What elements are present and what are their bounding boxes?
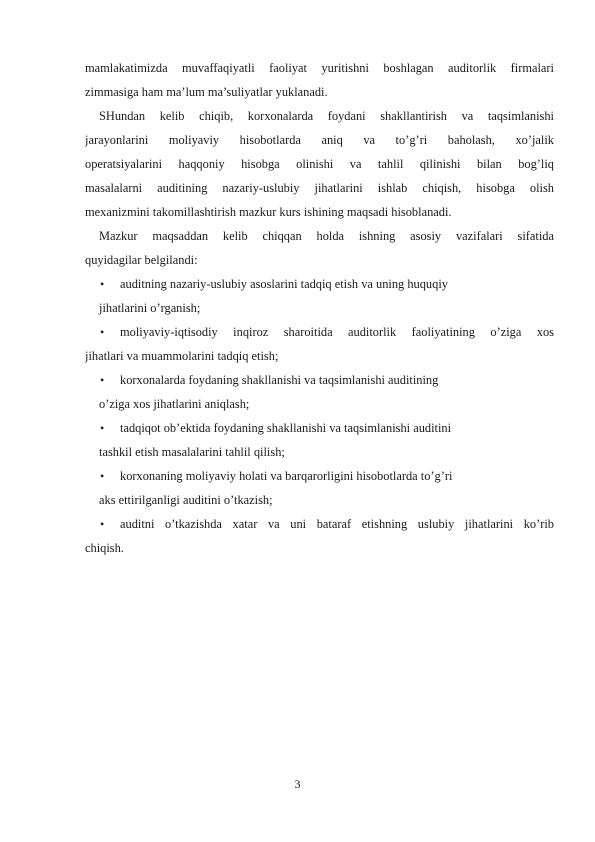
bullet-item xyxy=(85,464,554,488)
bullet-continuation: tashkil etish masalalarini tahlil qilish; xyxy=(99,445,285,459)
bullet-item-text: korxonaning moliyaviy holati va barqarorligini hisobotlarda to’g’ri xyxy=(120,469,453,483)
bullet-item xyxy=(85,368,554,392)
document-page xyxy=(85,56,554,560)
bullet-item-text: tadqiqot ob’ektida foydaning shakllanishi va taqsimlanishi auditini xyxy=(120,421,452,435)
bullet-continuation: o’ziga xos jihatlarini aniqlash; xyxy=(99,397,250,411)
text-line: mexanizmini takomillashtirish mazkur kurs ishining maqsadi hisoblanadi. xyxy=(85,205,452,219)
bullet-icon: • xyxy=(100,469,105,483)
bullet-item xyxy=(85,416,554,440)
bullet-continuation: jihatlari va muammolarini tadqiq etish; xyxy=(85,349,279,363)
page-number: 3 xyxy=(294,777,301,791)
bullet-continuation: aks ettirilganligi auditini o’tkazish; xyxy=(99,493,273,507)
text-line: jarayonlarini moliyaviy hisobotlarda aniq va to’g’ri baholash, xo’jalik xyxy=(85,133,554,147)
bullet-icon: • xyxy=(100,325,105,339)
text-line: operatsiyalarini haqqoniy hisobga olinishi va tahlil qilinishi bilan bog’liq xyxy=(85,157,554,171)
bullet-item xyxy=(85,512,554,536)
bullet-icon: • xyxy=(100,517,105,531)
text-line: zimmasiga ham ma’lum ma’suliyatlar yuklanadi. xyxy=(85,85,328,99)
text-line: mamlakatimizda muvaffaqiyatli faoliyat yuritishni boshlagan auditorlik firmalari xyxy=(85,61,554,75)
bullet-item xyxy=(85,320,554,344)
paragraph-start-line: Mazkur maqsaddan kelib chiqqan holda ishning asosiy vazifalari sifatida xyxy=(99,229,554,243)
bullet-continuation: jihatlarini o’rganish; xyxy=(99,301,201,315)
bullet-icon: • xyxy=(100,373,105,387)
bullet-icon: • xyxy=(100,421,105,435)
bullet-icon: • xyxy=(100,277,105,291)
bullet-item-text: moliyaviy-iqtisodiy inqiroz sharoitida auditorlik faoliyatining o’ziga xos xyxy=(120,325,554,339)
paragraph-start-line: SHundan kelib chiqib, korxonalarda foydani shakllantirish va taqsimlanishi xyxy=(99,109,554,123)
bullet-item-text: korxonalarda foydaning shakllanishi va taqsimlanishi auditining xyxy=(120,373,439,387)
bullet-item-text: auditni o’tkazishda xatar va uni bataraf etishning uslubiy jihatlarini ko’rib xyxy=(120,517,554,531)
text-line: quyidagilar belgilandi: xyxy=(85,253,198,267)
text-line: masalalarni auditining nazariy-uslubiy jihatlarini ishlab chiqish, hisobga olish xyxy=(85,181,554,195)
bullet-item xyxy=(85,272,554,296)
bullet-continuation: chiqish. xyxy=(85,541,124,555)
bullet-item-text: auditning nazariy-uslubiy asoslarini tadqiq etish va uning huquqiy xyxy=(120,277,448,291)
